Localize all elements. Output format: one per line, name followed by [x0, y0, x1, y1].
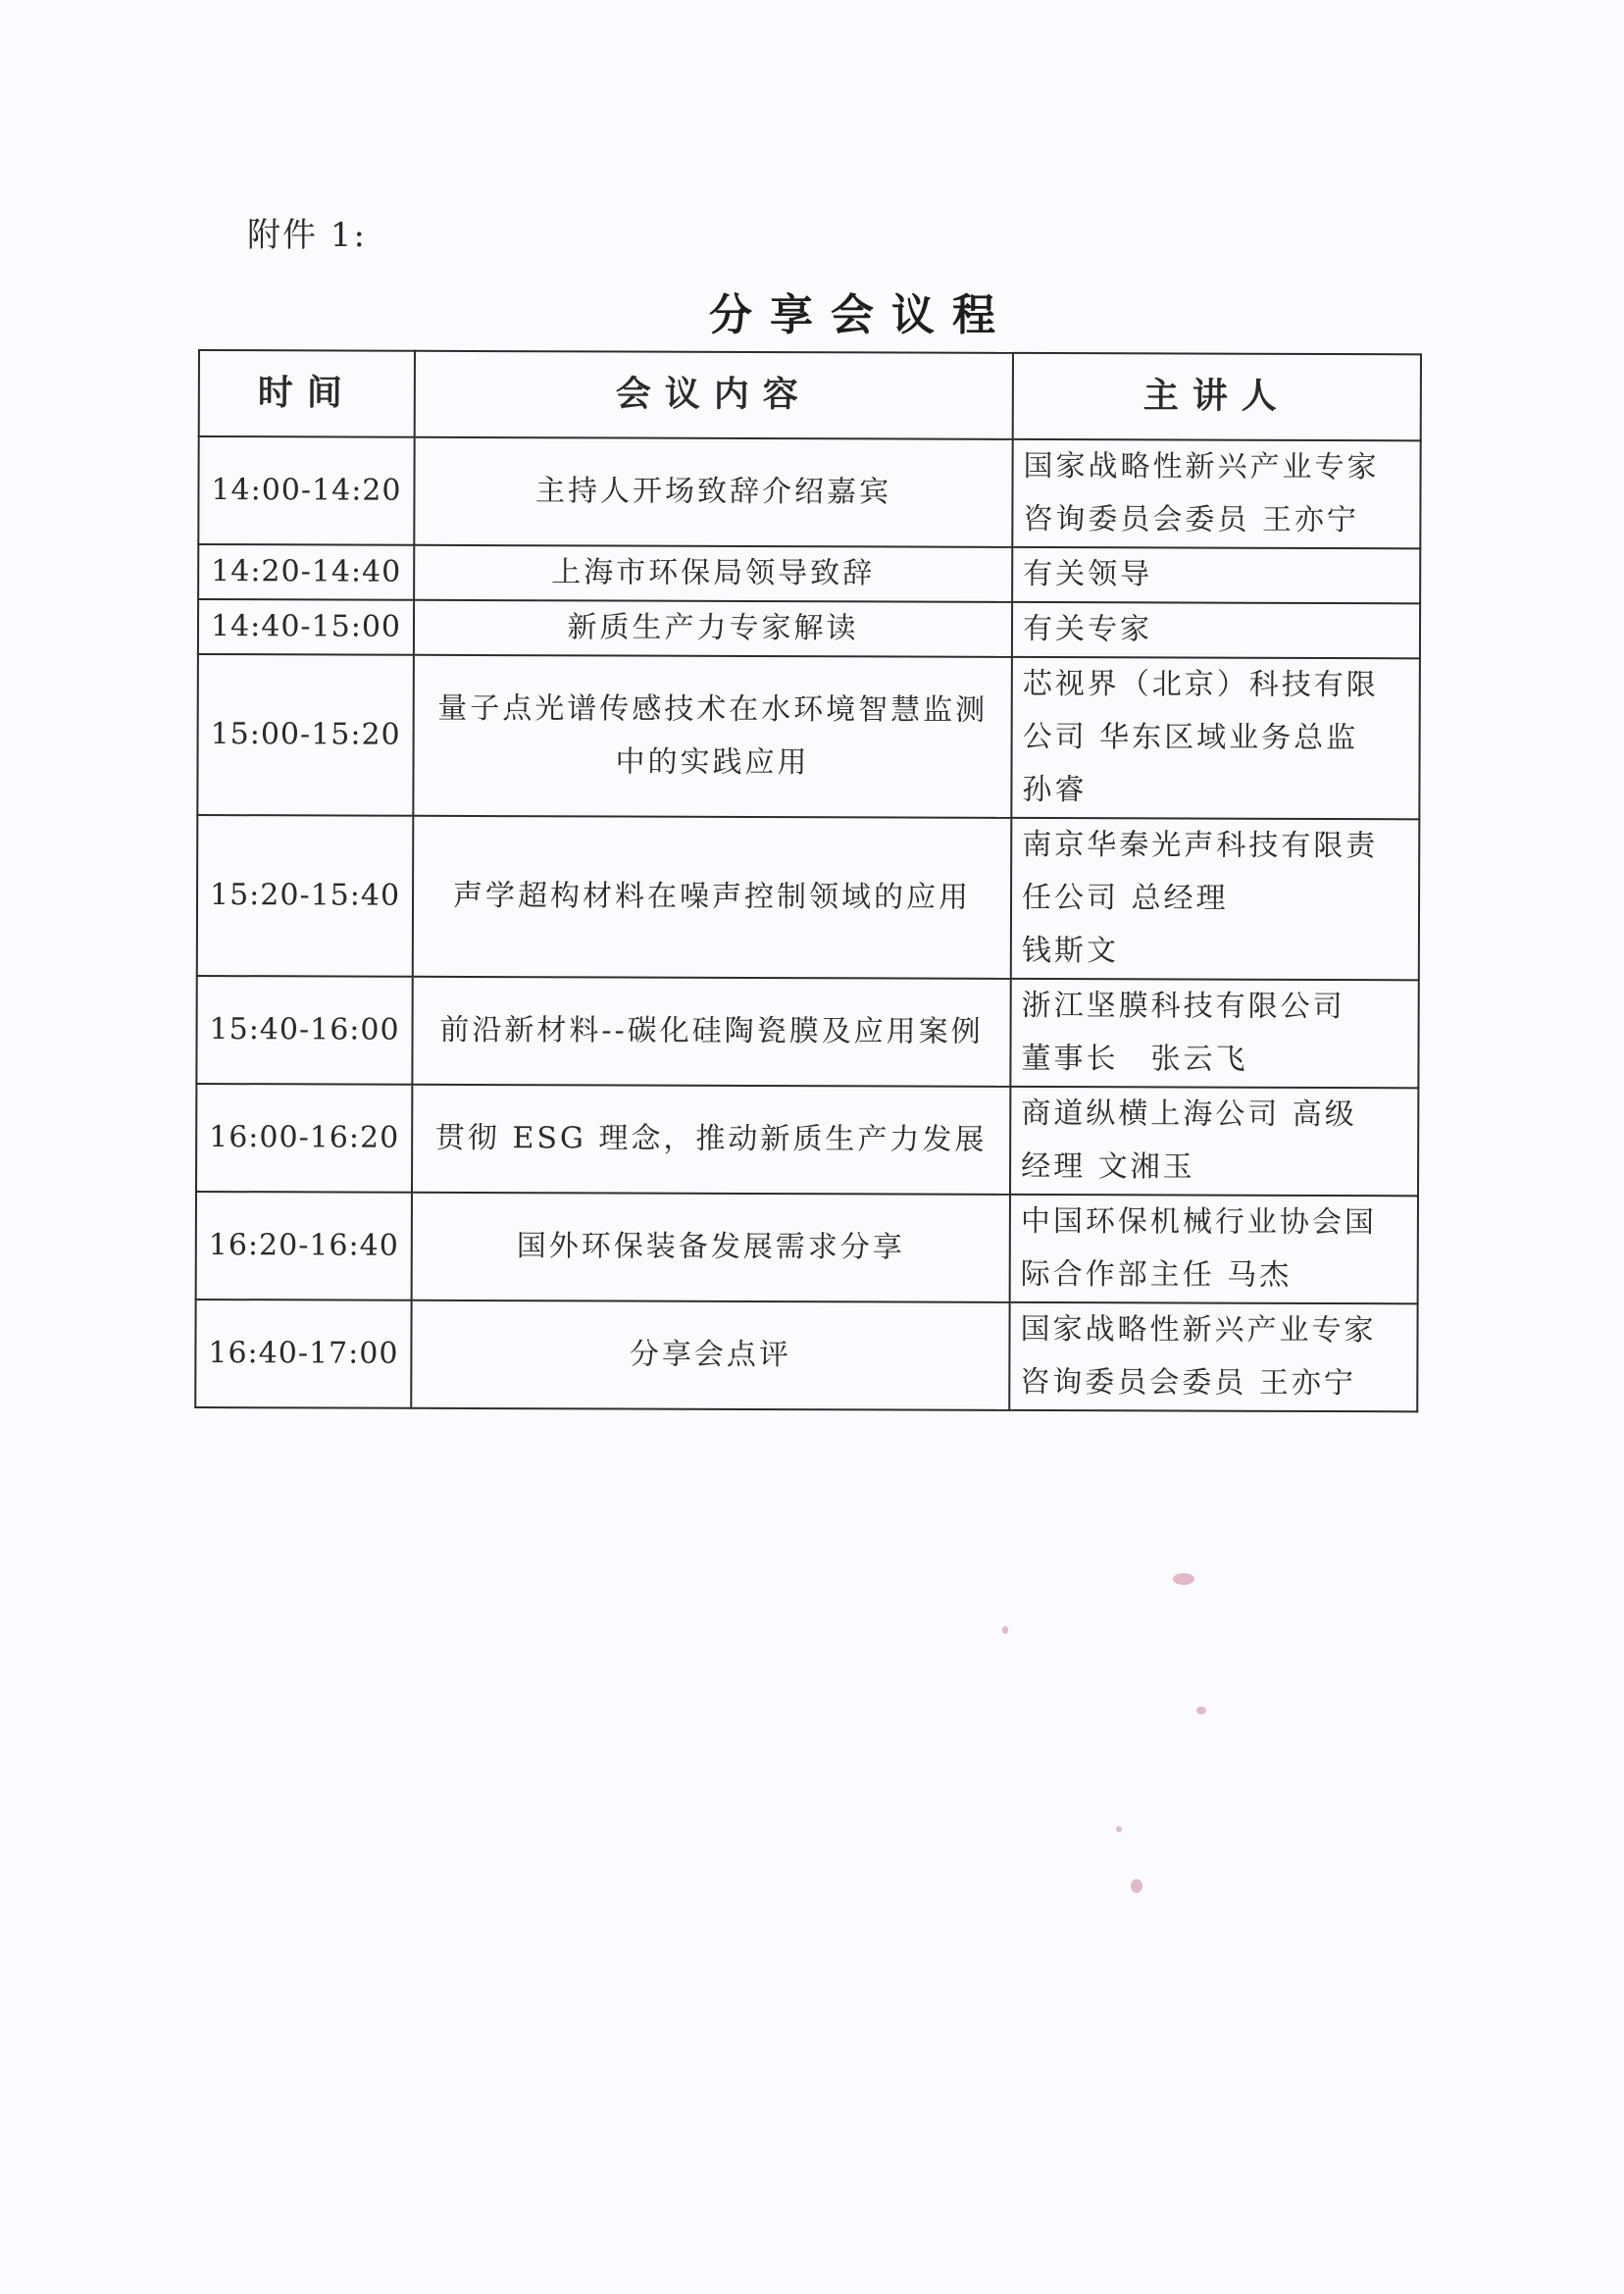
- speaker-line: 浙江坚膜科技有限公司: [1021, 988, 1345, 1025]
- row-content: 主持人开场致辞介绍嘉宾: [414, 437, 1012, 547]
- row-speaker: [1010, 1087, 1418, 1196]
- speaker-line: 咨询委员会委员 王亦宁: [1023, 501, 1360, 538]
- table-row: [196, 976, 1418, 1088]
- table-row: [198, 436, 1420, 548]
- header-content: 会议内容: [415, 351, 1013, 439]
- speaker-line: 芯视界（北京）科技有限: [1022, 666, 1379, 703]
- row-content: 贯彻 ESG 理念，推动新质生产力发展: [412, 1085, 1010, 1195]
- print-speck: [1131, 1879, 1142, 1893]
- print-speck: [1116, 1826, 1122, 1832]
- table-row: [196, 1084, 1418, 1196]
- row-speaker: [1010, 979, 1418, 1088]
- row-speaker: [1012, 602, 1420, 658]
- row-time: 14:00-14:20: [198, 436, 414, 545]
- row-content: 分享会点评: [411, 1300, 1009, 1410]
- speaker-line: 经理 文湘玉: [1021, 1148, 1195, 1185]
- row-time: 14:40-15:00: [198, 599, 414, 655]
- row-speaker: [1010, 1195, 1418, 1303]
- document-title: 分享会议程: [709, 290, 1013, 340]
- header-speaker: 主讲人: [1013, 353, 1421, 440]
- speaker-line: 中国环保机械行业协会国: [1020, 1203, 1377, 1241]
- attachment-label: 附件 1:: [247, 216, 367, 255]
- table-row: [197, 654, 1420, 819]
- table-row: [198, 544, 1420, 603]
- table-row: [197, 815, 1420, 980]
- row-content: 国外环保装备发展需求分享: [412, 1193, 1010, 1302]
- speaker-line: 南京华秦光声科技有限责: [1022, 827, 1379, 864]
- row-time: 16:40-17:00: [195, 1300, 411, 1408]
- agenda-table: [194, 349, 1422, 1412]
- speaker-line: 董事长 张云飞: [1021, 1041, 1248, 1077]
- row-time: 15:20-15:40: [197, 815, 414, 977]
- speaker-line: 有关领导: [1023, 556, 1153, 592]
- speaker-line: 商道纵横上海公司 高级: [1021, 1096, 1357, 1133]
- speaker-line: 任公司 总经理: [1021, 880, 1229, 916]
- table-row: [198, 599, 1420, 658]
- speaker-line: 公司 华东区域业务总监: [1022, 719, 1359, 756]
- row-time: 15:40-16:00: [196, 976, 412, 1085]
- row-speaker: [1009, 1302, 1417, 1411]
- agenda-body: [195, 436, 1420, 1411]
- row-speaker: [1011, 657, 1420, 819]
- row-time: 14:20-14:40: [198, 544, 414, 600]
- row-content: 量子点光谱传感技术在水环境智慧监测中的实践应用: [413, 655, 1012, 818]
- row-speaker: [1011, 818, 1420, 980]
- print-speck: [1196, 1707, 1206, 1714]
- print-speck: [1002, 1626, 1008, 1634]
- row-time: 16:20-16:40: [196, 1192, 412, 1300]
- speaker-line: 钱斯文: [1021, 933, 1119, 969]
- speaker-line: 国家战略性新兴产业专家: [1020, 1311, 1377, 1349]
- row-speaker: [1012, 547, 1420, 603]
- row-content: 新质生产力专家解读: [414, 600, 1012, 657]
- speaker-line: 有关专家: [1022, 611, 1153, 647]
- speaker-line: 孙睿: [1022, 772, 1088, 808]
- table-row: [196, 1192, 1418, 1303]
- row-speaker: [1012, 439, 1420, 548]
- table-header-row: [199, 350, 1421, 440]
- row-content: 前沿新材料--碳化硅陶瓷膜及应用案例: [412, 977, 1010, 1087]
- header-time: 时间: [199, 350, 415, 437]
- speaker-line: 咨询委员会委员 王亦宁: [1020, 1364, 1356, 1402]
- print-speck: [1173, 1573, 1194, 1585]
- speaker-line: 国家战略性新兴产业专家: [1023, 448, 1380, 485]
- speaker-line: 际合作部主任 马杰: [1020, 1256, 1293, 1293]
- row-time: 15:00-15:20: [197, 654, 414, 816]
- table-row: [195, 1300, 1417, 1411]
- row-content: 上海市环保局领导致辞: [414, 545, 1012, 602]
- row-content: 声学超构材料在噪声控制领域的应用: [413, 816, 1012, 979]
- row-time: 16:00-16:20: [196, 1084, 412, 1193]
